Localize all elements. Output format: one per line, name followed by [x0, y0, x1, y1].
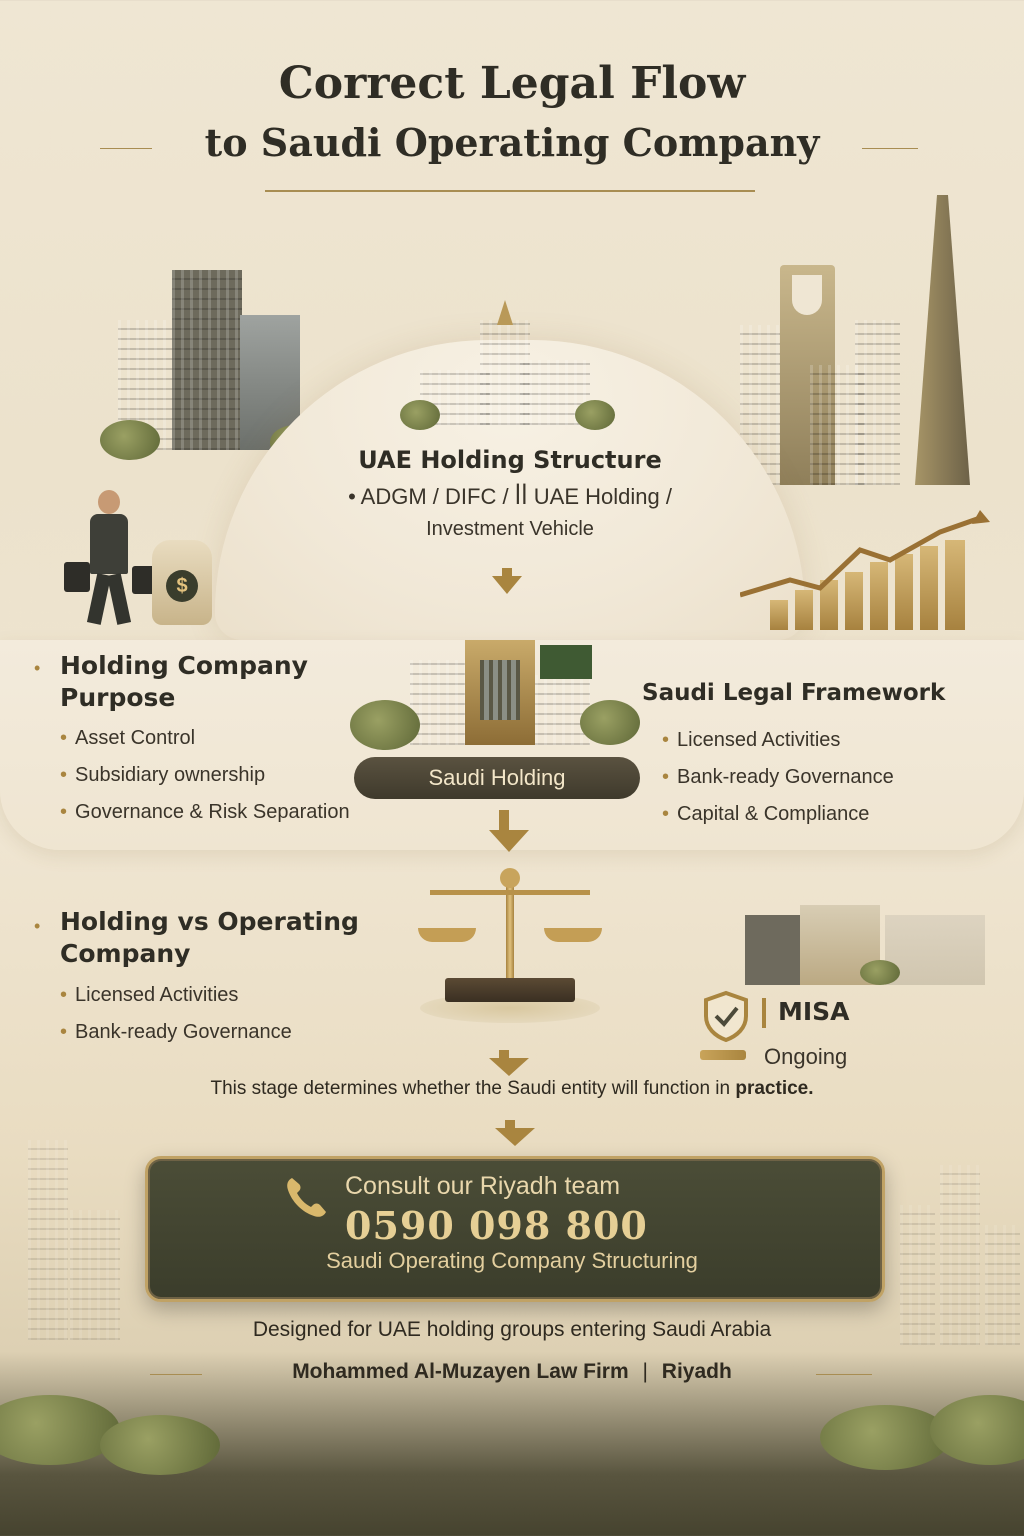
footer-firm-line: Mohammed Al-Muzayen Law Firm | Riyadh	[292, 1360, 732, 1383]
growth-arrow-icon	[700, 510, 990, 630]
cta-line3: Saudi Operating Company Structuring	[326, 1248, 698, 1273]
firm-name: Mohammed Al-Muzayen Law Firm	[292, 1360, 629, 1383]
operating-company-building-illustration	[745, 905, 985, 985]
holding-purpose-list	[60, 720, 350, 831]
footer-tagline: Designed for UAE holding groups entering Saudi Arabia	[252, 1318, 772, 1341]
saudi-holding-building-illustration	[350, 620, 640, 750]
flow-arrow-2	[489, 830, 529, 852]
businessman-illustration	[60, 490, 160, 630]
flow-arrow-1	[492, 576, 522, 594]
money-bag-icon: $	[152, 540, 212, 625]
page-title-line2: to Saudi Operating Company	[204, 120, 820, 165]
bottom-trees-illustration	[0, 1395, 1024, 1475]
firm-city: Riyadh	[661, 1360, 732, 1383]
list-item: • Bank-ready Governance	[60, 1021, 292, 1043]
title-underline	[265, 190, 755, 192]
holding-vs-operating-title: Holding vs Operating Company	[60, 907, 359, 968]
bullet-marker: •	[34, 658, 41, 678]
page-title-line1: Correct Legal Flow	[278, 58, 746, 109]
holding-vs-operating-list	[60, 977, 292, 1051]
saudi-framework-title: Saudi Legal Framework	[642, 680, 946, 706]
bottom-left-skyline	[0, 1140, 150, 1340]
list-item: • Licensed Activities	[60, 984, 239, 1006]
list-item: • Bank-ready Governance	[662, 766, 894, 788]
scales-of-justice-icon	[400, 868, 620, 1028]
stage-note: This stage determines whether the Saudi entity will function in practice.	[210, 1078, 814, 1099]
title-rule-right	[862, 148, 918, 149]
title-rule-left	[100, 148, 152, 149]
uae-holding-jurisdictions: • ADGM / DIFC / ꟾꟾ UAE Holding /	[348, 484, 672, 509]
saudi-framework-list	[662, 722, 894, 833]
cta-phone-number[interactable]: 0590 098 800	[345, 1203, 648, 1248]
misa-label: MISA	[778, 997, 850, 1026]
status-bar	[700, 1050, 746, 1060]
bullet-marker: •	[34, 916, 41, 936]
phone-icon	[280, 1172, 332, 1229]
flow-arrow-3	[489, 1058, 529, 1076]
flow-arrow-4	[495, 1128, 535, 1146]
uae-holding-vehicle: Investment Vehicle	[426, 518, 594, 540]
list-item: • Governance & Risk Separation	[60, 801, 350, 823]
holding-purpose-title: Holding Company Purpose	[60, 651, 308, 712]
misa-status: Ongoing	[764, 1044, 848, 1069]
saudi-holding-label: Saudi Holding	[354, 757, 640, 799]
flow-arrow-2-stem	[499, 810, 509, 830]
cta-line1: Consult our Riyadh team	[345, 1172, 621, 1200]
uae-holding-title: UAE Holding Structure	[358, 446, 662, 474]
misa-divider	[762, 998, 766, 1028]
shield-check-icon	[700, 990, 752, 1047]
list-item: • Licensed Activities	[662, 729, 841, 751]
uae-building-illustration	[400, 300, 610, 430]
list-item: • Subsidiary ownership	[60, 764, 266, 786]
list-item: • Asset Control	[60, 727, 196, 749]
list-item: • Capital & Compliance	[662, 803, 870, 825]
